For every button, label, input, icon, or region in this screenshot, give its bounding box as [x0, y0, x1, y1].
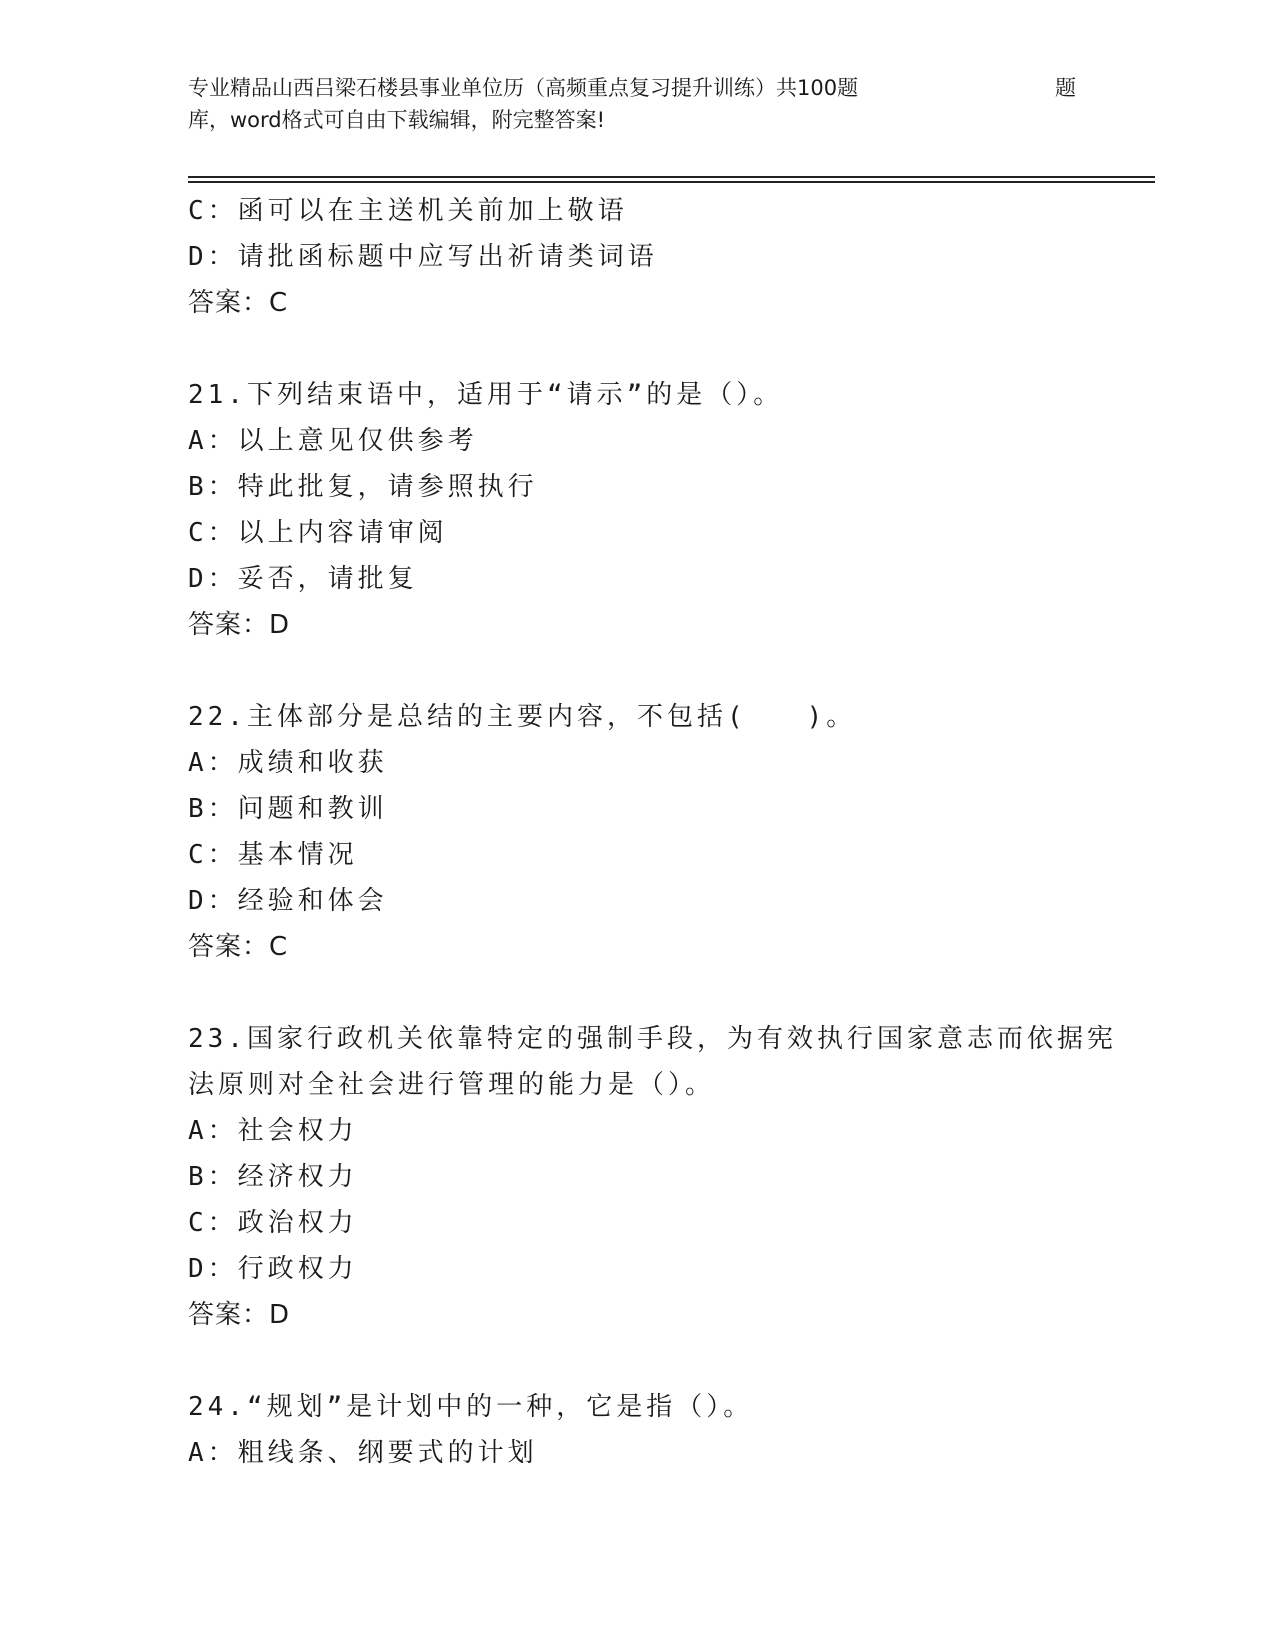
answer: 答案：D — [188, 1300, 291, 1330]
question-stem-line-1: 23.国家行政机关依靠特定的强制手段，为有效执行国家意志而依据宪 — [188, 1024, 1117, 1054]
option-c: C：基本情况 — [188, 840, 358, 870]
option-d: D：经验和体会 — [188, 886, 388, 916]
option-c: C：政治权力 — [188, 1208, 358, 1238]
document-header — [188, 72, 1088, 136]
option-c: C：以上内容请审阅 — [188, 518, 448, 548]
question-stem: 21.下列结束语中，适用于“请示”的是（）。 — [188, 380, 784, 410]
header-divider-top — [188, 176, 1155, 178]
question-24 — [188, 1384, 1088, 1476]
option-c: C：函可以在主送机关前加上敬语 — [188, 196, 628, 226]
header-line-2: 库，word格式可自由下载编辑，附完整答案! — [188, 108, 606, 132]
option-b: B：问题和教训 — [188, 794, 388, 824]
header-title: 专业精品山西吕梁石楼县事业单位历（高频重点复习提升训练）共100题 — [188, 76, 859, 100]
option-d: D：行政权力 — [188, 1254, 358, 1284]
question-list — [188, 188, 1117, 1476]
option-d: D：妥否，请批复 — [188, 564, 418, 594]
option-b: B：特此批复，请参照执行 — [188, 472, 538, 502]
option-a: A：以上意见仅供参考 — [188, 426, 478, 456]
question-20-tail — [188, 188, 1088, 326]
header-divider-bottom — [188, 181, 1155, 183]
option-a: A：粗线条、纲要式的计划 — [188, 1438, 538, 1468]
header-line-1 — [188, 72, 1088, 104]
question-22 — [188, 694, 1088, 970]
option-a: A：成绩和收获 — [188, 748, 388, 778]
question-stem-line-2: 法原则对全社会进行管理的能力是（）。 — [188, 1070, 716, 1100]
question-21 — [188, 372, 1088, 648]
header-title-tail: 题 — [1055, 76, 1076, 100]
answer: 答案：C — [188, 288, 289, 318]
option-b: B：经济权力 — [188, 1162, 358, 1192]
answer: 答案：C — [188, 932, 289, 962]
question-stem: 24.“规划”是计划中的一种，它是指（）。 — [188, 1392, 754, 1422]
question-23 — [188, 1016, 1117, 1338]
option-d: D：请批函标题中应写出祈请类词语 — [188, 242, 658, 272]
answer: 答案：D — [188, 610, 291, 640]
question-stem: 22.主体部分是总结的主要内容，不包括( )。 — [188, 702, 857, 732]
option-a: A：社会权力 — [188, 1116, 358, 1146]
